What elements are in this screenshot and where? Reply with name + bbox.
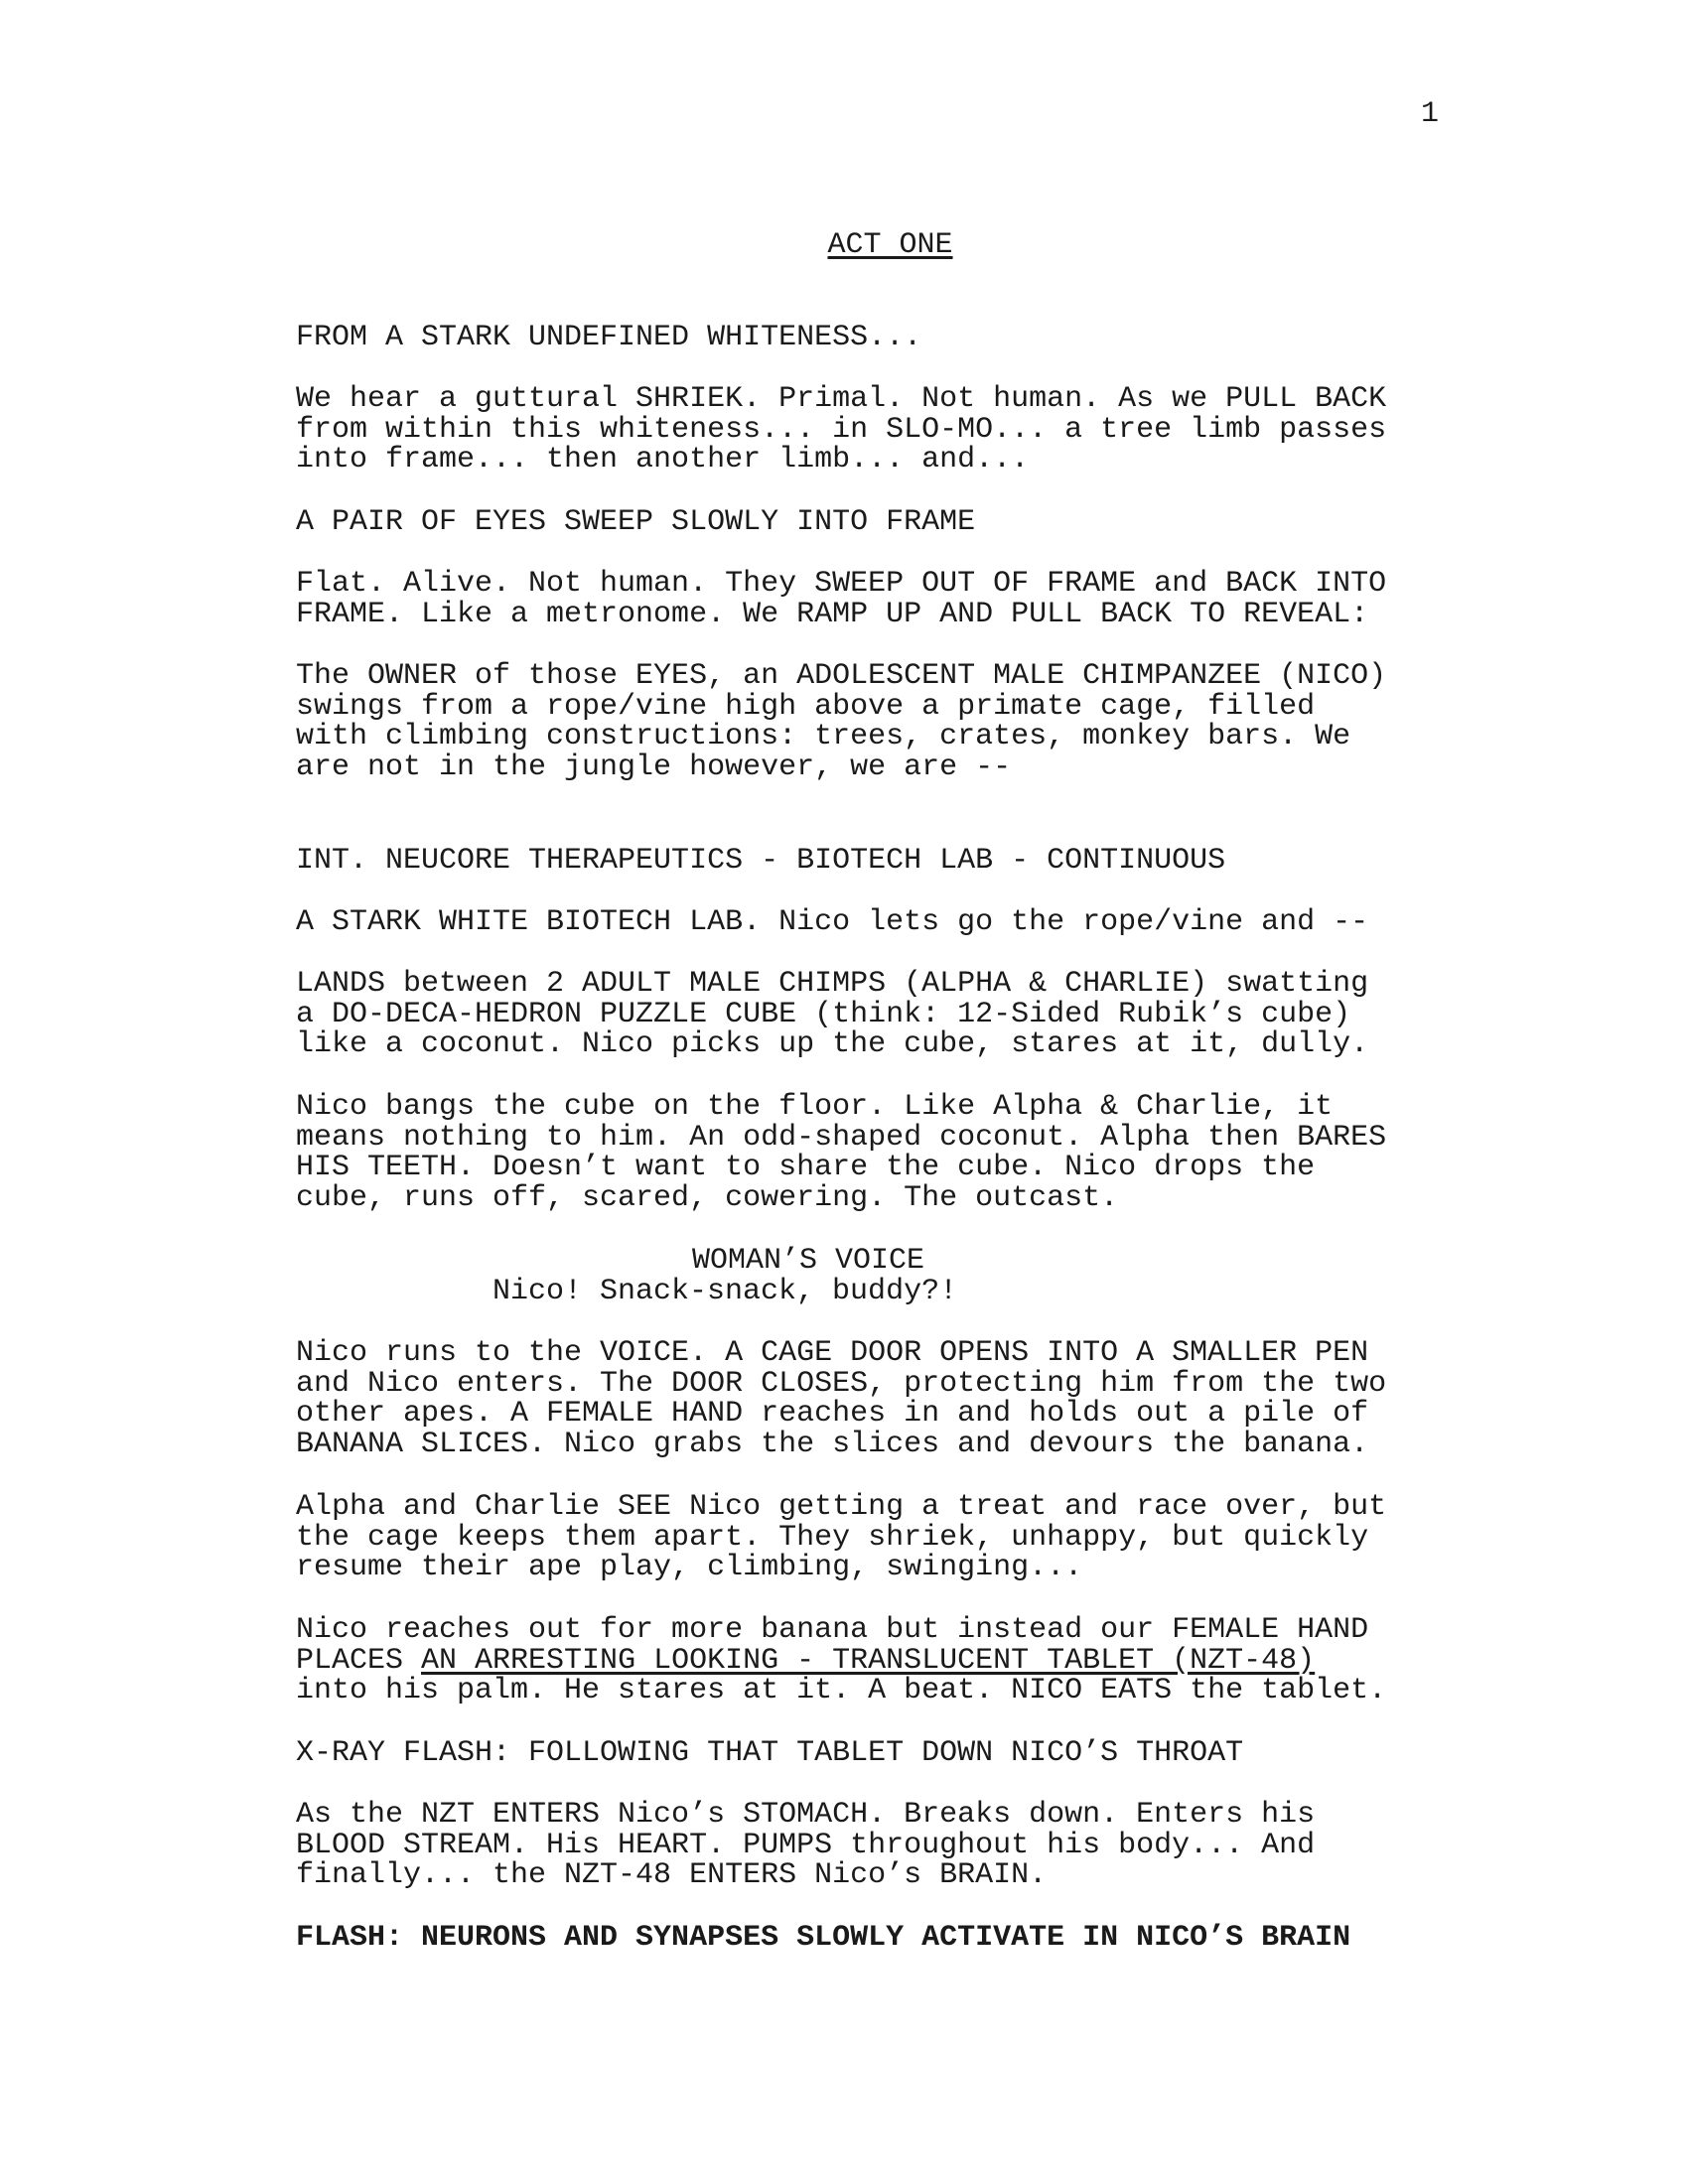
action-text: Nico reaches out for more banana but instead our FEMALE HAND xyxy=(296,1613,1369,1647)
action-line: A STARK WHITE BIOTECH LAB. Nico lets go the rope/vine and -- xyxy=(296,905,1369,939)
action-paragraph: As the NZT ENTERS Nico’s STOMACH. Breaks down. Enters his BLOOD STREAM. His HEART. PUMPS throughout his body... And finally... the NZT-48 ENTERS Nico’s BRAIN. xyxy=(296,1798,1316,1892)
action-paragraph: Nico bangs the cube on the floor. Like Alpha & Charlie, it means nothing to him. An odd-shaped coconut. Alpha then BARES HIS TEETH. Doesn’t want to share the cube. Nico drops the cube, runs off, scared, cowering. The outcast. xyxy=(296,1090,1387,1215)
character-name: WOMAN’S VOICE xyxy=(692,1244,925,1278)
page-number: 1 xyxy=(1421,97,1440,131)
action-line: A PAIR OF EYES SWEEP SLOWLY INTO FRAME xyxy=(296,505,976,539)
act-title-text: ACT ONE xyxy=(827,228,953,262)
action-paragraph: LANDS between 2 ADULT MALE CHIMPS (ALPHA & CHARLIE) swatting a DO-DECA-HEDRON PUZZLE CUBE (think: 12-Sided Rubik’s cube) like a coconut. Nico picks up the cube, stares at it, dully. xyxy=(296,967,1369,1061)
underlined-text: AN ARRESTING LOOKING - TRANSLUCENT TABLET (NZT-48) xyxy=(421,1643,1316,1678)
scene-heading: INT. NEUCORE THERAPEUTICS - BIOTECH LAB - CONTINUOUS xyxy=(296,844,1226,878)
action-text: PLACES xyxy=(296,1643,422,1678)
action-paragraph xyxy=(296,1615,1487,1706)
action-paragraph: We hear a guttural SHRIEK. Primal. Not human. As we PULL BACK from within this whiteness... in SLO-MO... a tree limb passes into frame... then another limb... and... xyxy=(296,382,1387,477)
action-line: X-RAY FLASH: FOLLOWING THAT TABLET DOWN NICO’S THROAT xyxy=(296,1736,1244,1770)
bold-action-line: FLASH: NEURONS AND SYNAPSES SLOWLY ACTIVATE IN NICO’S BRAIN xyxy=(296,1921,1351,1955)
action-paragraph: Flat. Alive. Not human. They SWEEP OUT OF FRAME and BACK INTO FRAME. Like a metronome. We RAMP UP AND PULL BACK TO REVEAL: xyxy=(296,567,1387,631)
action-paragraph: Alpha and Charlie SEE Nico getting a treat and race over, but the cage keeps them apart. They shriek, unhappy, but quickly resume their ape play, climbing, swinging... xyxy=(296,1490,1387,1584)
action-paragraph: Nico runs to the VOICE. A CAGE DOOR OPENS INTO A SMALLER PEN and Nico enters. The DOOR CLOSES, protecting him from the two other apes. A FEMALE HAND reaches in and holds out a pile of BANANA SLICES. Nico grabs the slices and devours the banana. xyxy=(296,1336,1387,1461)
act-title xyxy=(0,230,1688,261)
action-paragraph: The OWNER of those EYES, an ADOLESCENT MALE CHIMPANZEE (NICO) swings from a rope/vine high above a primate cage, filled with climbing constructions: trees, crates, monkey bars. We are not in the jungle however, we are -- xyxy=(296,659,1387,784)
action-text: into his palm. He stares at it. A beat. NICO EATS the tablet. xyxy=(296,1674,1387,1707)
action-line: FROM A STARK UNDEFINED WHITENESS... xyxy=(296,321,922,354)
dialogue-line: Nico! Snack-snack, buddy?! xyxy=(492,1275,958,1308)
